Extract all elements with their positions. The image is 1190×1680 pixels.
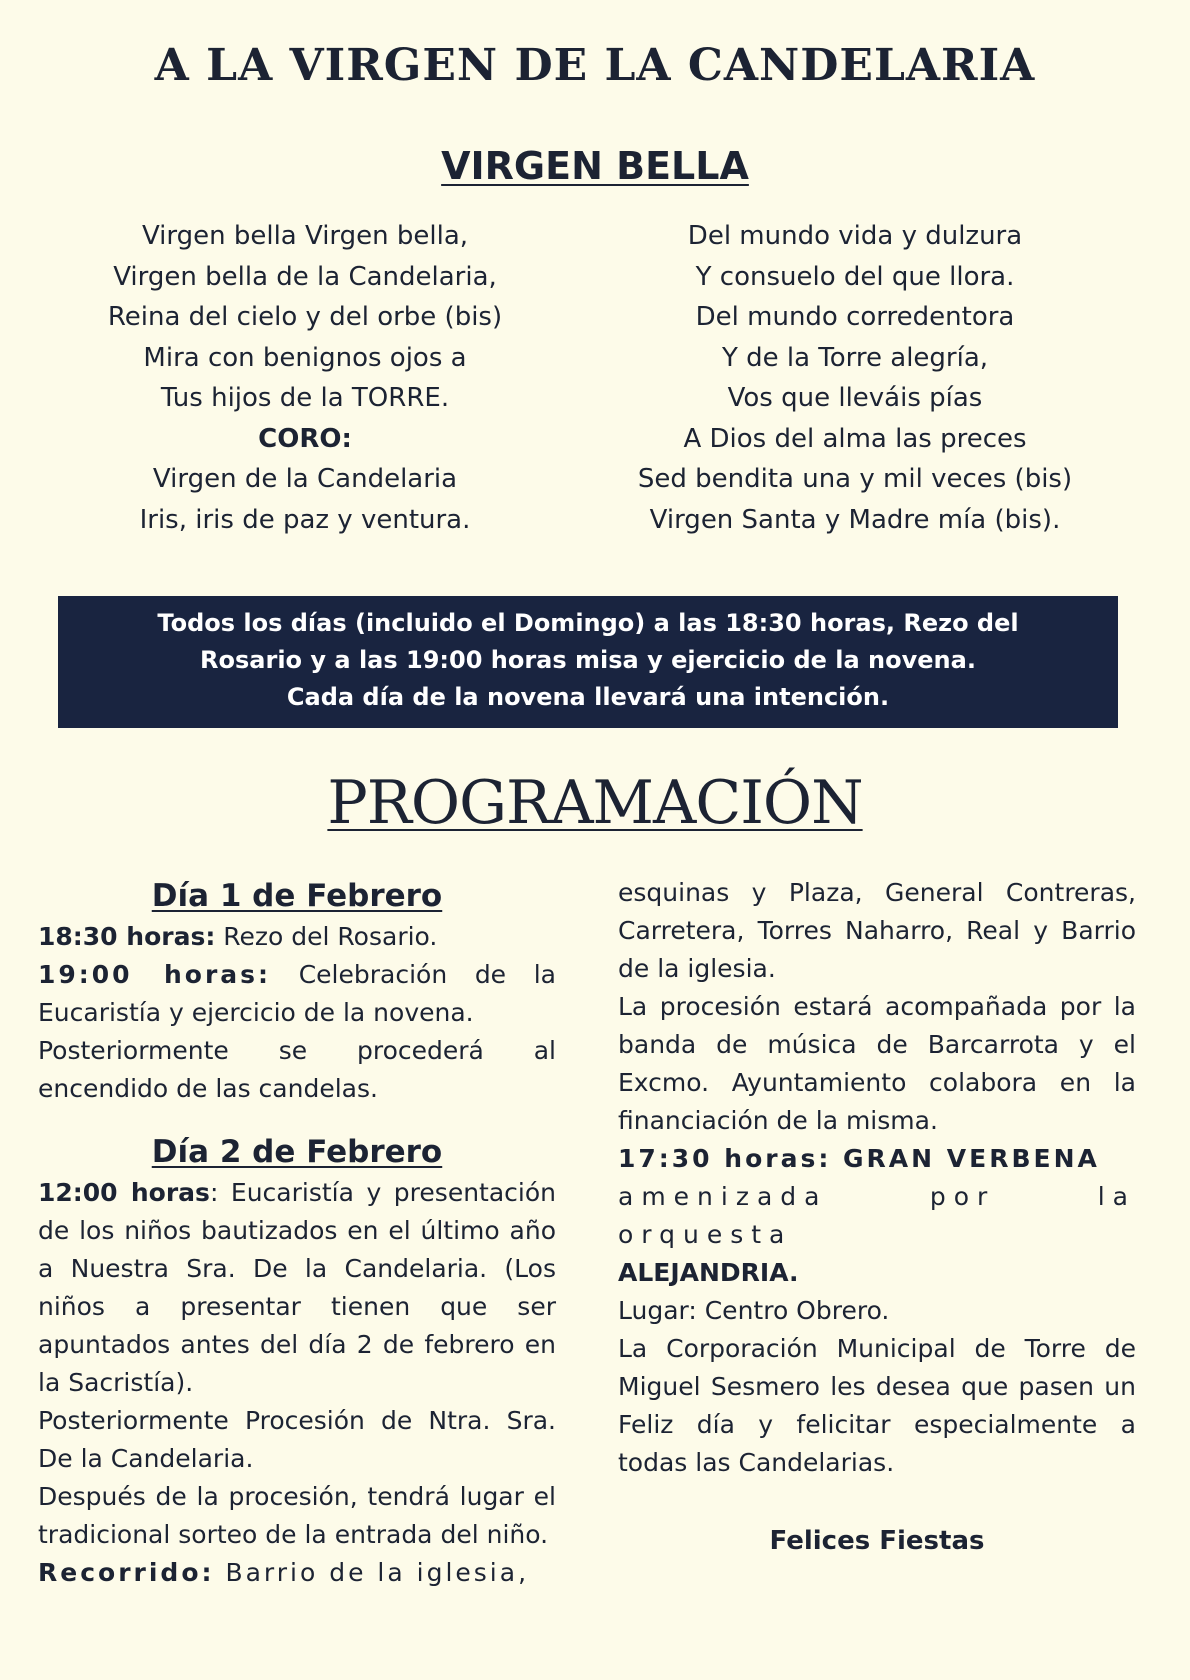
day2-eucaristia bbox=[38, 1174, 556, 1402]
day1-eucaristia bbox=[38, 956, 556, 1032]
verbena-time: 17:30 horas: GRAN VERBENA bbox=[618, 1144, 1100, 1173]
verbena-text: amenizada por la orquesta bbox=[618, 1182, 1136, 1249]
verse-line: Sed bendita una y mil veces (bis) bbox=[637, 464, 1073, 494]
corporacion-message: La Corporación Municipal de Torre de Miguel Sesmero les desea que pasen un Feliz día y felicitar especialmente a todas las Candelarias. bbox=[618, 1334, 1136, 1477]
verse-line: Y de la Torre alegría, bbox=[721, 342, 989, 373]
time-label: 12:00 horas bbox=[38, 1178, 210, 1207]
programacion-title: PROGRAMACIÓN bbox=[327, 768, 863, 838]
day2-sorteo: Después de la procesión, tendrá lugar el tradicional sorteo de la entrada del niño. bbox=[38, 1482, 556, 1549]
verse-line: Virgen Santa y Madre mía (bis). bbox=[649, 504, 1061, 535]
verse-line: Iris, iris de paz y ventura. bbox=[139, 504, 471, 535]
coro-label: CORO: bbox=[258, 423, 352, 454]
event-text: : Eucaristía y presentación de los niños bautizados en el último año a Nuestra Sra. De la Candelaria. (Los niños a presentar tienen que ser apuntados antes del día 2 de febrero en la Sacristía). bbox=[38, 1178, 556, 1397]
day2-heading: Día 2 de Febrero bbox=[151, 1134, 443, 1170]
banner-line: Todos los días (incluido el Domingo) a las 18:30 horas, Rezo del bbox=[157, 609, 1019, 637]
main-title: A LA VIRGEN DE LA CANDELARIA bbox=[154, 40, 1036, 91]
verse-line: A Dios del alma las preces bbox=[683, 423, 1027, 454]
recorrido-continuation: esquinas y Plaza, General Contreras, Carretera, Torres Naharro, Real y Barrio de la iglesia. bbox=[618, 878, 1136, 983]
event-text: Rezo del Rosario. bbox=[215, 922, 438, 951]
day1-candelas: Posteriormente se procederá al encendido de las candelas. bbox=[38, 1036, 556, 1103]
day1-heading: Día 1 de Febrero bbox=[151, 878, 443, 914]
lugar: Lugar: Centro Obrero. bbox=[618, 1296, 890, 1325]
programacion-title-wrap bbox=[0, 768, 1190, 838]
verse-line: Virgen bella de la Candelaria, bbox=[113, 261, 497, 292]
verse-line: Vos que lleváis pías bbox=[727, 383, 983, 413]
verse-line: Reina del cielo y del orbe (bis) bbox=[107, 302, 503, 332]
time-label: 18:30 horas: bbox=[38, 922, 216, 951]
day2-procesion: Posteriormente Procesión de Ntra. Sra. De la Candelaria. bbox=[38, 1406, 556, 1473]
recorrido-text: Barrio de la iglesia, bbox=[214, 1558, 530, 1587]
verse-line: Mira con benignos ojos a bbox=[143, 342, 467, 373]
day1-rosario bbox=[38, 918, 556, 956]
time-label: 19:00 horas: bbox=[38, 960, 272, 989]
novena-banner bbox=[58, 596, 1118, 728]
hymn-title-wrap bbox=[0, 144, 1190, 188]
verse-line: Del mundo corredentora bbox=[695, 302, 1015, 332]
recorrido-label: Recorrido: bbox=[38, 1558, 215, 1587]
day2-recorrido bbox=[38, 1554, 556, 1592]
hymn-verse-left bbox=[60, 216, 550, 540]
spacer bbox=[38, 1108, 556, 1130]
verse-line: Virgen de la Candelaria bbox=[152, 464, 458, 494]
banda-note: La procesión estará acompañada por la banda de música de Barcarrota y el Excmo. Ayuntamiento colabora en la financiación de la misma. bbox=[618, 992, 1136, 1135]
verse-line: Tus hijos de la TORRE. bbox=[160, 383, 450, 413]
verse-line: Y consuelo del que llora. bbox=[695, 261, 1015, 292]
program-column-left bbox=[38, 874, 556, 1592]
event-text: Celebración de la Eucaristía y ejercicio de la novena. bbox=[38, 960, 556, 1027]
orquesta-name: ALEJANDRIA. bbox=[618, 1258, 799, 1287]
verse-line: Del mundo vida y dulzura bbox=[687, 221, 1023, 251]
banner-line: Cada día de la novena llevará una intención. bbox=[286, 683, 890, 711]
hymn-title: VIRGEN BELLA bbox=[441, 144, 749, 188]
verse-line: Virgen bella Virgen bella, bbox=[141, 221, 469, 251]
program-column-right bbox=[618, 874, 1136, 1560]
banner-line: Rosario y a las 19:00 horas misa y ejercicio de la novena. bbox=[200, 646, 976, 674]
hymn-verse-right bbox=[600, 216, 1110, 540]
felices-fiestas: Felices Fiestas bbox=[769, 1526, 985, 1556]
